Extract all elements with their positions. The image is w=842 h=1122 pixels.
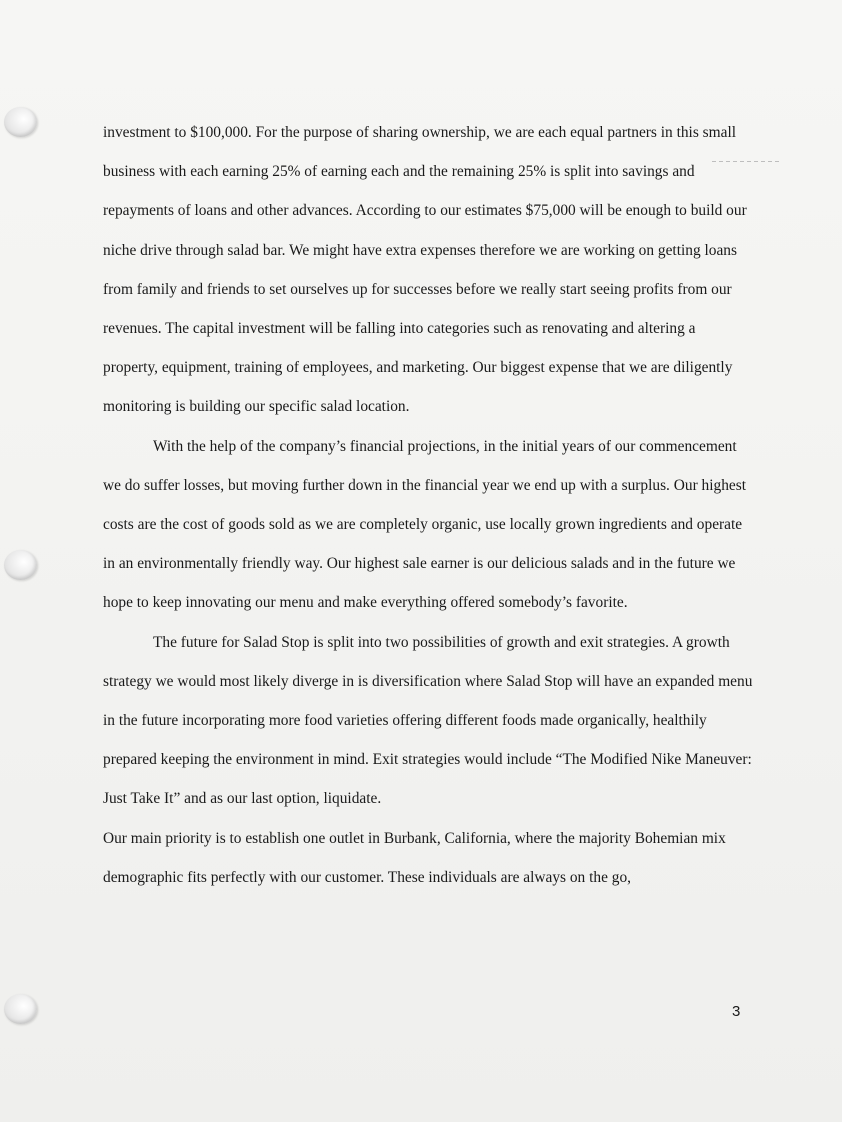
- paragraph-financial-projections: With the help of the company’s financial projections, in the initial years of our commencement we do suffer losses, but moving further down in the financial year we end up with a surplus. Our highest costs are the cost of goods sold as we are completely organic, use locally grown ingredients and operate in an environmentally friendly way. Our highest sale earner is our delicious salads and in the future we hope to keep innovating our menu and make everything offered somebody’s favorite.: [103, 437, 746, 612]
- paragraph-capital-investment: investment to $100,000. For the purpose of sharing ownership, we are each equal partners in this small business with each earning 25% of earning each and the remaining 25% is split into savings and repayments of loans and other advances. According to our estimates $75,000 will be enough to build our niche drive through salad bar. We might have extra expenses therefore we are working on getting loans from family and friends to set ourselves up for successes before we really start seeing profits from our revenues. The capital investment will be falling into categories such as renovating and altering a property, equipment, training of employees, and marketing. Our biggest expense that we are diligently monitoring is building our specific salad location.: [103, 124, 747, 416]
- paragraph-growth-exit-strategies: The future for Salad Stop is split into two possibilities of growth and exit strategies. A growth strategy we would most likely diverge in is diversification where Salad Stop will have an expanded menu in the future incorporating more food varieties offering different foods made organically, healthily prepared keeping the environment in mind. Exit strategies would include “The Modified Nike Maneuver: Just Take It” and as our last option, liquidate.: [103, 633, 753, 808]
- page-number: 3: [732, 1003, 741, 1020]
- paragraph-main-priority: Our main priority is to establish one outlet in Burbank, California, where the majority Bohemian mix demographic fits perfectly with our customer. These individuals are always on the go,: [103, 829, 726, 886]
- punch-hole-icon: [4, 550, 37, 580]
- body-text: [103, 113, 753, 897]
- punch-hole-icon: [4, 994, 37, 1024]
- punch-hole-icon: [4, 107, 37, 137]
